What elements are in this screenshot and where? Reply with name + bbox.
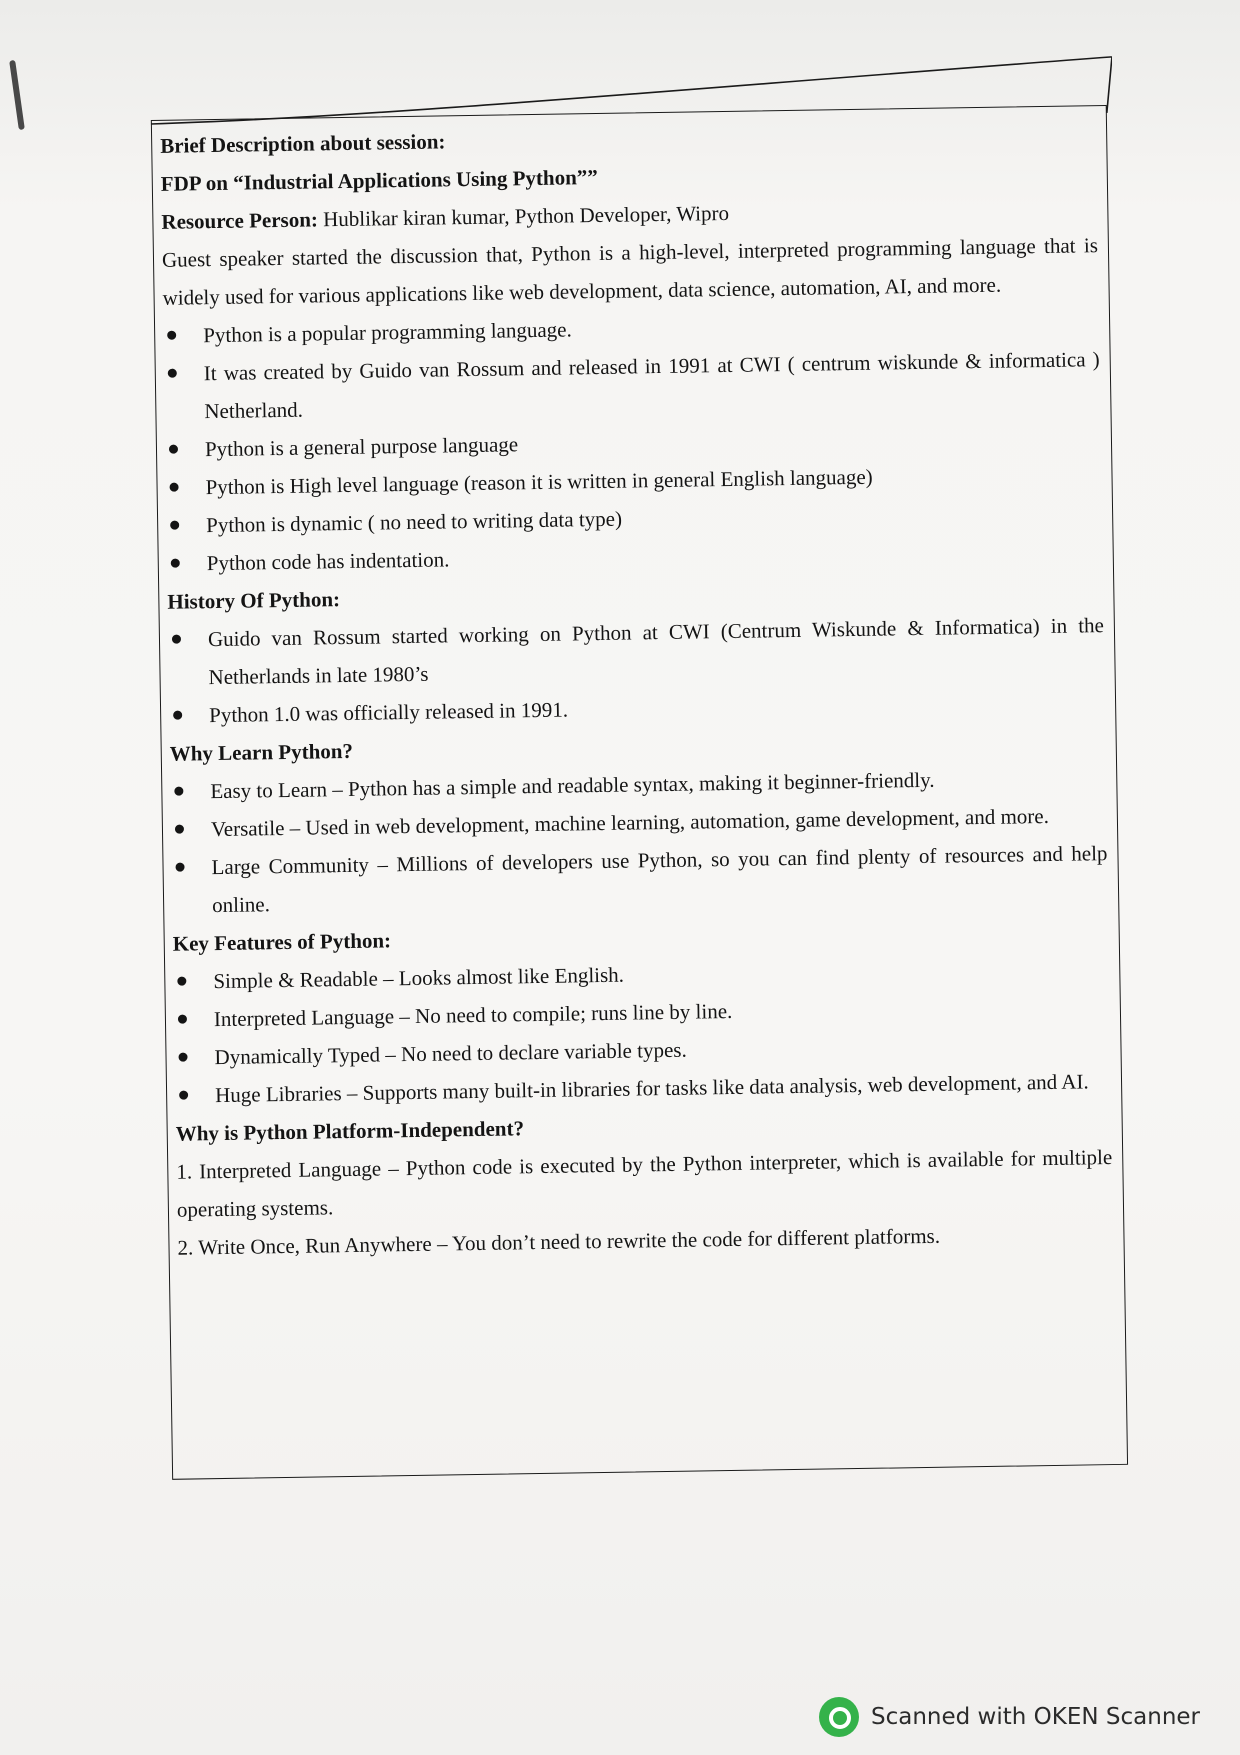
- oken-scanner-logo-icon: [819, 1697, 859, 1737]
- session-heading: Brief Description about session:: [160, 129, 446, 158]
- list-item: Python is High level language (reason it is written in general English language): [165, 454, 1101, 507]
- scanner-watermark: [819, 1697, 1200, 1737]
- features-bullet-list: [173, 948, 1111, 1115]
- platform-numbered-list: [176, 1138, 1114, 1267]
- list-item: 1. Interpreted Language – Python code is executed by the Python interpreter, which is available for multiple operating systems.: [176, 1145, 1113, 1222]
- why-learn-bullet-list: [170, 758, 1108, 925]
- features-heading: Key Features of Python:: [172, 928, 392, 956]
- session-report-box: [151, 105, 1128, 1480]
- list-item: Dynamically Typed – No need to declare variable types.: [174, 1024, 1110, 1077]
- document-frame: [150, 53, 1134, 1498]
- list-item: Python is dynamic ( no need to writing data type): [166, 492, 1102, 545]
- list-item: Large Community – Millions of developers use Python, so you can find plenty of resources and help online.: [171, 834, 1108, 925]
- platform-heading: Why is Python Platform-Independent?: [175, 1116, 525, 1146]
- fdp-title: FDP on “Industrial Applications Using Python””: [160, 164, 598, 196]
- session-intro-paragraph: Guest speaker started the discussion that, Python is a high-level, interpreted programming language that is widely used for various applications like web development, data science, automation, AI, and more.: [161, 233, 1099, 310]
- bullet-icon: [172, 635, 181, 644]
- list-item: Python 1.0 was officially released in 1991.: [169, 682, 1105, 735]
- bullet-icon: [170, 483, 179, 492]
- list-item: Python is a popular programming language.: [163, 302, 1099, 355]
- bullet-icon: [178, 1053, 187, 1062]
- list-item: Easy to Learn – Python has a simple and readable syntax, making it beginner-friendly.: [170, 758, 1106, 811]
- bullet-icon: [170, 521, 179, 530]
- bullet-icon: [171, 559, 180, 568]
- bullet-icon: [167, 331, 176, 340]
- bullet-icon: [179, 1091, 188, 1100]
- list-item: 2. Write Once, Run Anywhere – You don’t need to rewrite the code for different platforms.: [177, 1223, 941, 1260]
- list-item: It was created by Guido van Rossum and released in 1991 at CWI ( centrum wiskunde & informatica ) Netherland.: [164, 340, 1101, 431]
- list-item: Huge Libraries – Supports many built-in libraries for tasks like data analysis, web development, and AI.: [175, 1062, 1111, 1115]
- history-bullet-list: [168, 606, 1106, 735]
- bullet-icon: [178, 1015, 187, 1024]
- list-item: Python code has indentation.: [166, 530, 1102, 583]
- bullet-icon: [168, 369, 177, 378]
- list-item: Interpreted Language – No need to compile; runs line by line.: [174, 986, 1110, 1039]
- list-item: Versatile – Used in web development, machine learning, automation, game development, and more.: [171, 796, 1107, 849]
- history-heading: History Of Python:: [167, 587, 341, 614]
- resource-person-value: Hublikar kiran kumar, Python Developer, Wipro: [322, 200, 730, 232]
- list-item: Guido van Rossum started working on Python at CWI (Centrum Wiskunde & Informatica) in the Netherlands in late 1980’s: [168, 606, 1105, 697]
- resource-person-label: Resource Person:: [161, 207, 319, 234]
- list-item: Python is a general purpose language: [165, 416, 1101, 469]
- scanner-watermark-text: Scanned with OKEN Scanner: [871, 1704, 1200, 1730]
- intro-bullet-list: [163, 302, 1103, 583]
- bullet-icon: [177, 977, 186, 986]
- bullet-icon: [173, 711, 182, 720]
- why-learn-heading: Why Learn Python?: [169, 738, 354, 766]
- bullet-icon: [169, 445, 178, 454]
- bullet-icon: [175, 863, 184, 872]
- list-item: Simple & Readable – Looks almost like English.: [173, 948, 1109, 1001]
- bullet-icon: [175, 825, 184, 834]
- bullet-icon: [174, 787, 183, 796]
